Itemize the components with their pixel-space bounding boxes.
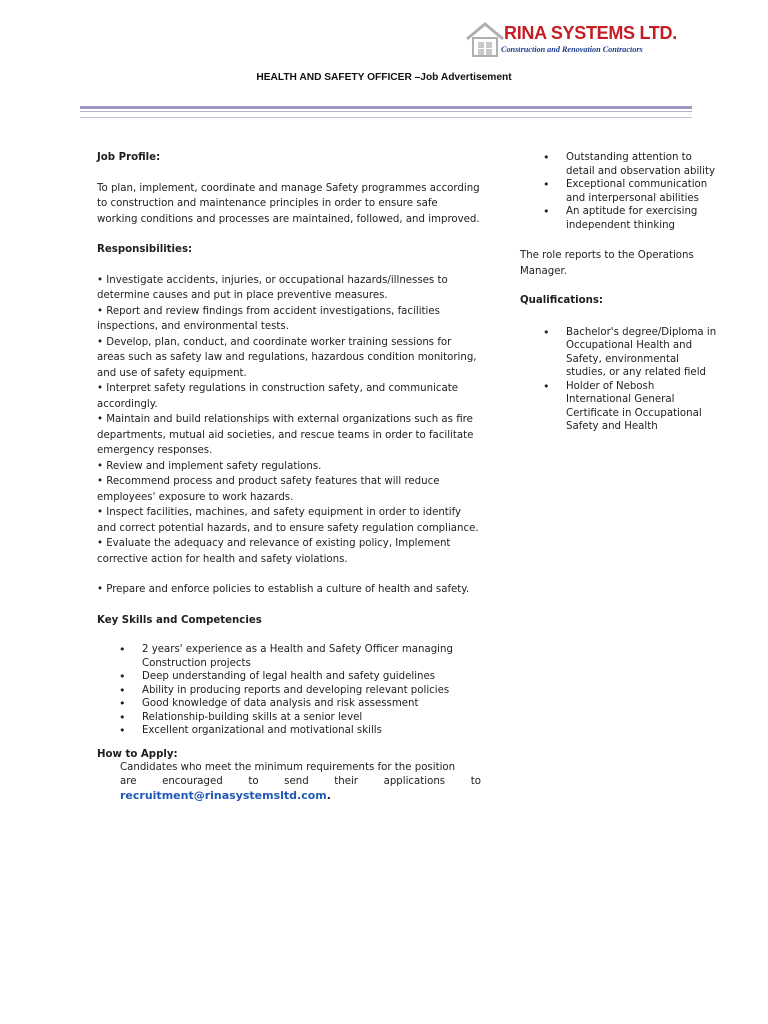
qualifications-heading: Qualifications: — [520, 295, 603, 306]
responsibility-item-last: • Prepare and enforce policies to establish a culture of health and safety. — [97, 584, 470, 595]
attribute-item: • Exceptional communication and interpersonal abilities — [520, 178, 720, 205]
skill-item: • Relationship-building skills at a senior level — [97, 711, 481, 725]
house-logo-icon — [465, 22, 505, 58]
attributes-list — [520, 151, 720, 232]
skill-item: • 2 years' experience as a Health and Safety Officer managing Construction projects — [97, 643, 481, 670]
responsibility-item: • Maintain and build relationships with external organizations such as fire departments, mutual aid societies, and rescue teams in order to facilitate emergency responses. — [97, 414, 474, 456]
company-logo — [465, 22, 677, 60]
skill-item: • Deep understanding of legal health and safety guidelines — [97, 670, 481, 684]
recruitment-email-link[interactable]: recruitment@rinasystemsltd.com — [120, 789, 327, 802]
header-divider-thin-lower — [80, 117, 692, 118]
responsibility-item: • Interpret safety regulations in construction safety, and communicate accordingly. — [97, 383, 459, 410]
apply-period: . — [326, 789, 331, 802]
qualifications-list — [520, 326, 720, 434]
responsibility-item: • Investigate accidents, injuries, or occupational hazards/illnesses to determine causes and put in place preventive measures. — [97, 274, 448, 301]
apply-line-1: Candidates who meet the minimum requirements for the position — [120, 762, 456, 773]
apply-heading: How to Apply: — [97, 748, 178, 760]
attribute-item: • Outstanding attention to detail and observation ability — [520, 151, 720, 178]
company-name: RINA SYSTEMS LTD. — [504, 23, 677, 43]
skill-item: • Excellent organizational and motivational skills — [97, 724, 481, 738]
how-to-apply-section — [97, 748, 481, 804]
apply-word: send — [284, 775, 309, 787]
qualification-item: • Bachelor's degree/Diploma in Occupational Health and Safety, environmental studies, or any related field — [520, 326, 720, 380]
skills-heading: Key Skills and Competencies — [97, 614, 262, 626]
apply-word: applications — [383, 775, 446, 787]
responsibilities-heading: Responsibilities: — [97, 244, 193, 255]
skill-item: • Good knowledge of data analysis and risk assessment — [97, 697, 481, 711]
responsibility-item: • Develop, plan, conduct, and coordinate worker training sessions for areas such as safety law and regulations, hazardous condition monitoring, and use of safety equipment. — [97, 336, 477, 379]
apply-word: encouraged — [162, 775, 223, 787]
page-title: HEALTH AND SAFETY OFFICER –Job Advertisement — [256, 72, 512, 83]
header-divider — [80, 106, 692, 109]
responsibility-item: • Review and implement safety regulations. — [97, 460, 322, 472]
job-profile-text: To plan, implement, coordinate and manage Safety programmes according to construction and maintenance principles in order to ensure safe working conditions and processes are maintained, followed, and improved. — [97, 182, 480, 225]
reports-to-text: The role reports to the Operations Manager. — [520, 250, 694, 277]
apply-word: are — [120, 775, 137, 787]
responsibility-item: • Evaluate the adequacy and relevance of existing policy, Implement corrective action for health and safety violations. — [97, 538, 451, 565]
apply-word: their — [334, 775, 358, 787]
job-profile-heading: Job Profile: — [97, 152, 161, 163]
skills-list — [97, 643, 481, 738]
responsibilities-list — [97, 273, 481, 568]
left-column — [97, 150, 481, 803]
responsibility-item: • Report and review findings from accident investigations, facilities inspections, and environmental tests. — [97, 305, 440, 332]
responsibility-item: • Recommend process and product safety features that will reduce employees' exposure to work hazards. — [97, 476, 440, 503]
apply-line-2 — [120, 775, 481, 789]
skill-item: • Ability in producing reports and developing relevant policies — [97, 684, 481, 698]
company-tagline: Construction and Renovation Contractors — [501, 45, 643, 54]
right-column — [520, 151, 720, 434]
qualification-item: • Holder of Nebosh International General Certificate in Occupational Safety and Health — [520, 380, 720, 434]
responsibility-item: • Inspect facilities, machines, and safety equipment in order to identify and correct potential hazards, and to ensure safety regulation compliance. — [97, 507, 479, 534]
attribute-item: • An aptitude for exercising independent thinking — [520, 205, 720, 232]
apply-word: to — [248, 775, 259, 787]
apply-word: to — [470, 775, 481, 787]
header-divider-thin — [80, 111, 692, 112]
